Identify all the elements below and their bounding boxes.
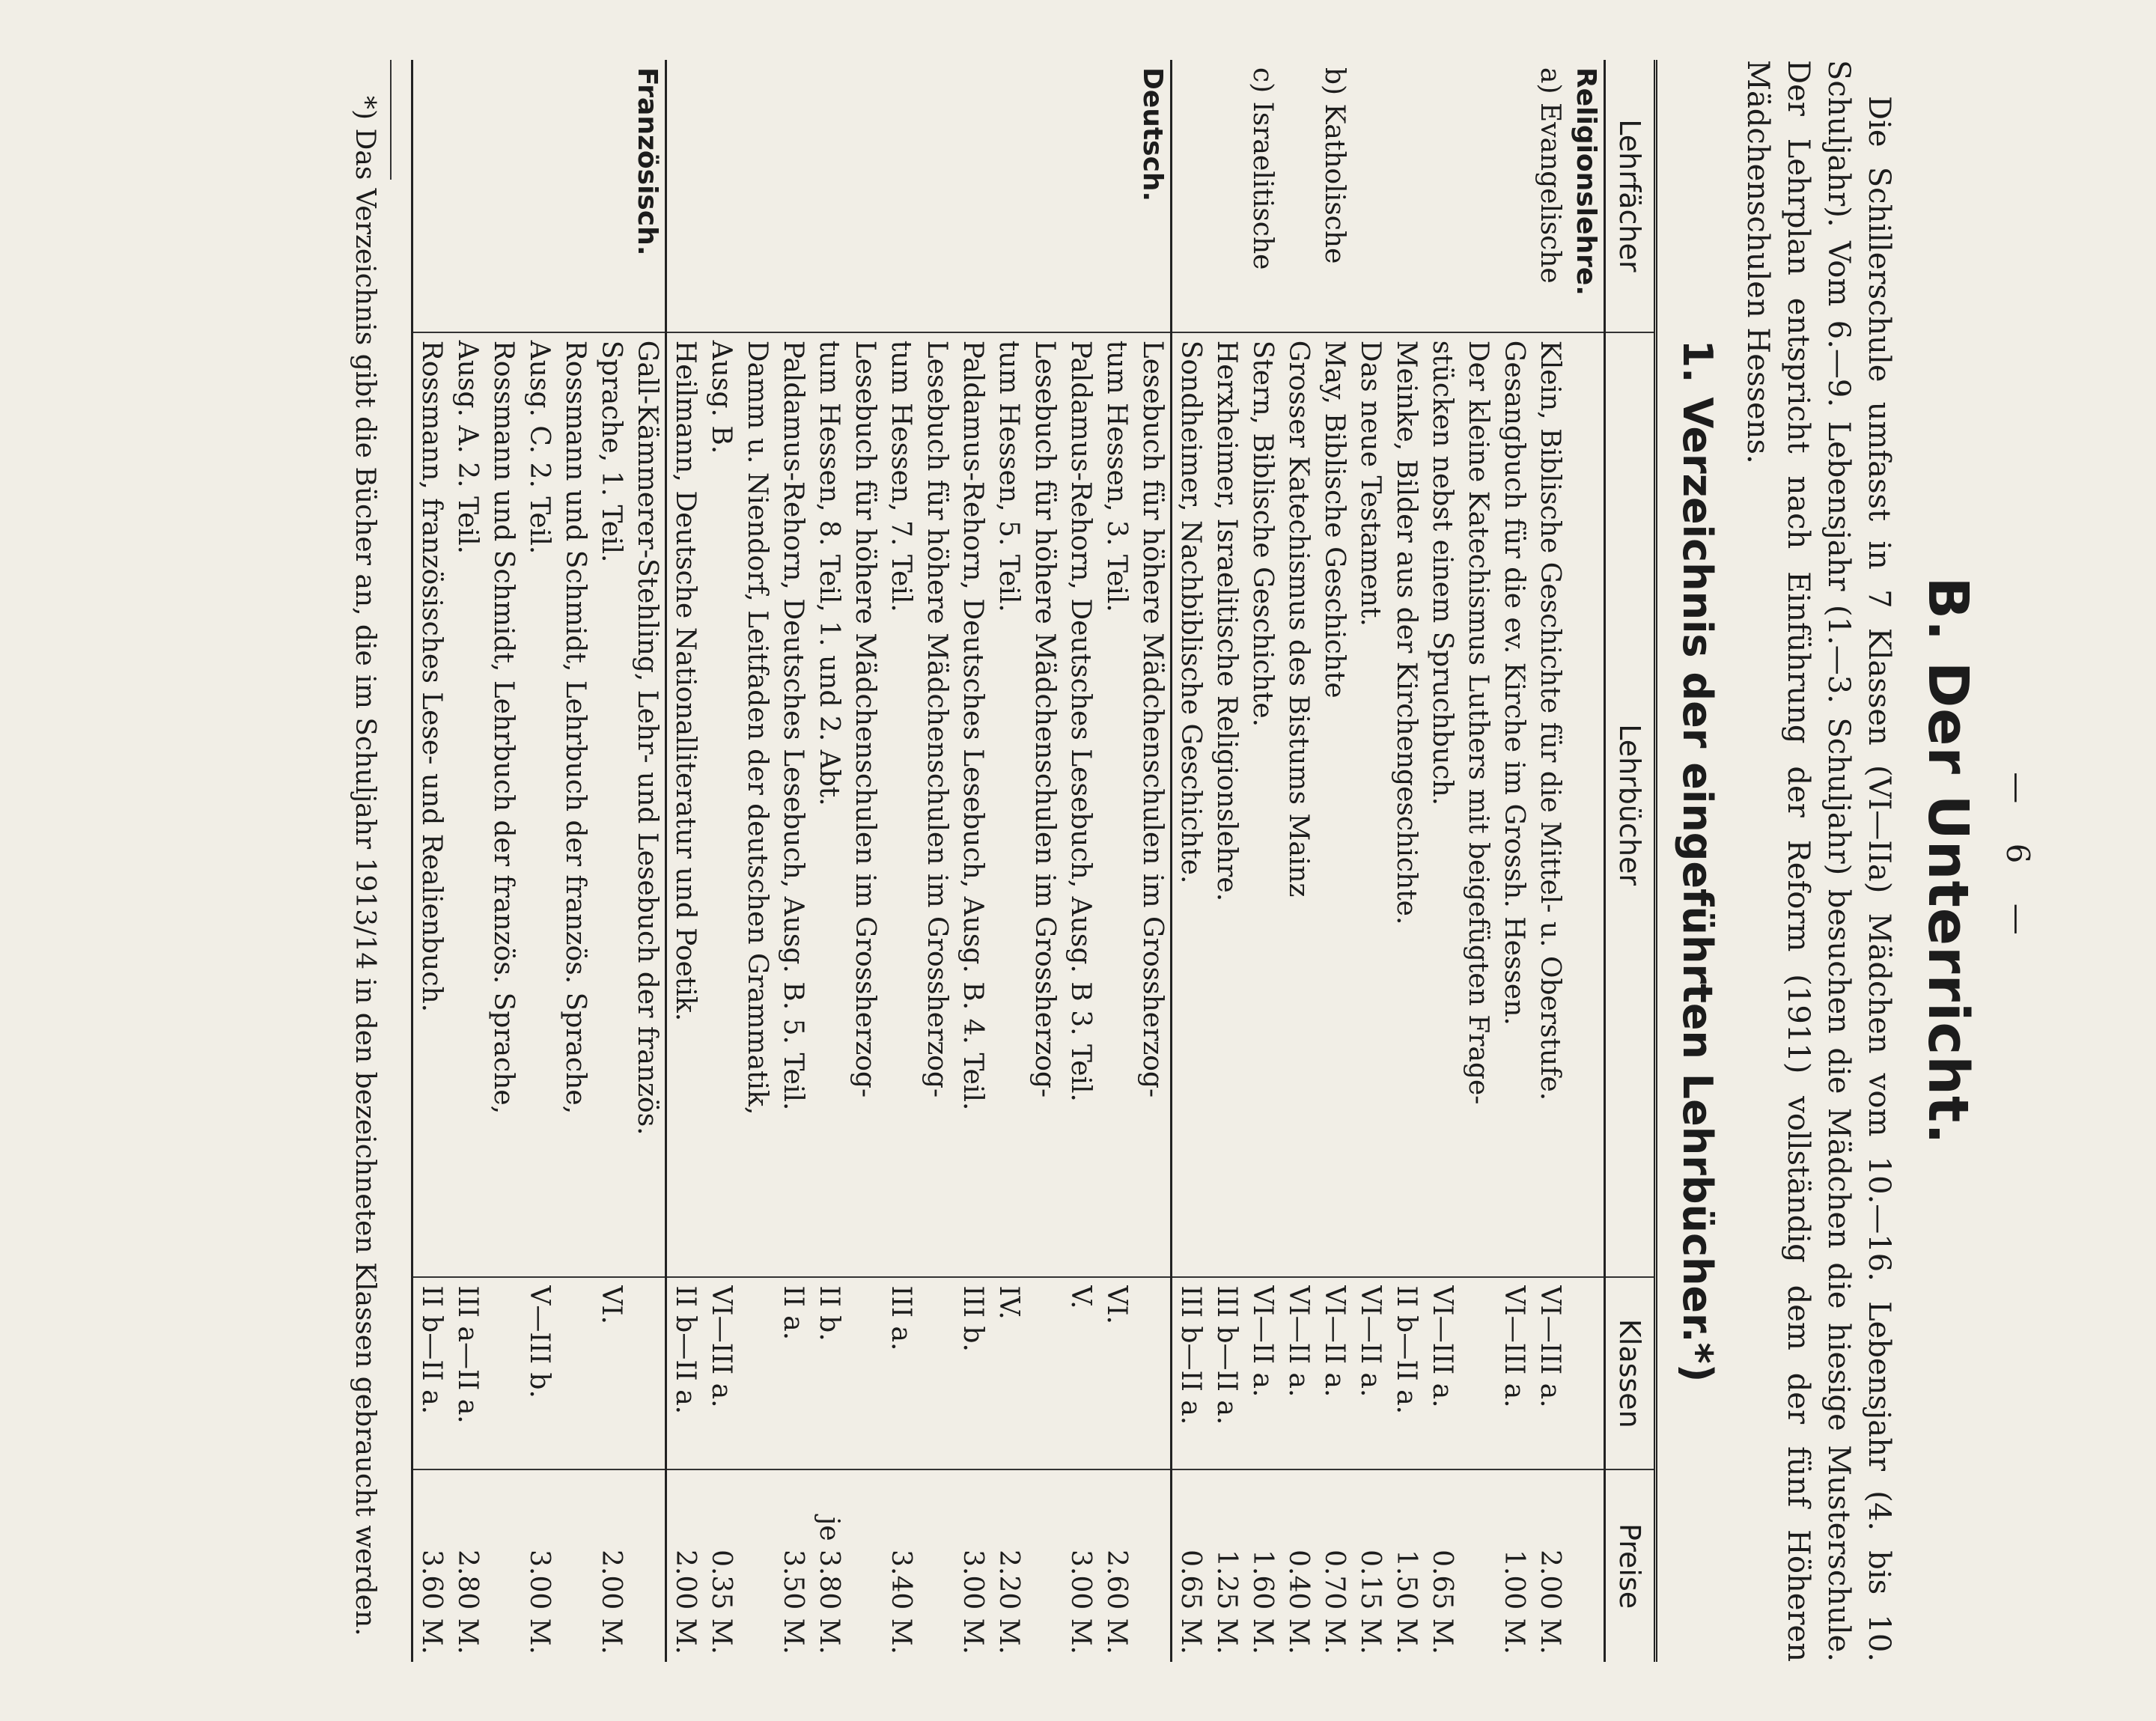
table-row — [811, 60, 847, 1662]
cell-preis: 0.65 M. — [1172, 1469, 1209, 1662]
cell-klassen — [557, 1277, 593, 1469]
cell-preis: 1.00 M. — [1496, 1469, 1532, 1662]
cell-klassen: II b—II a. — [1388, 1277, 1424, 1469]
table-row — [1208, 60, 1244, 1662]
cell-klassen: VI—II a. — [1352, 1277, 1388, 1469]
cell-lehrfach — [449, 60, 485, 332]
cell-klassen — [739, 1277, 775, 1469]
cell-klassen: V—III b. — [521, 1277, 557, 1469]
table-row — [847, 60, 883, 1662]
table-row — [883, 60, 919, 1662]
cell-preis — [629, 1469, 666, 1662]
cell-lehrbuch: Stern, Biblische Geschichte. — [1244, 332, 1280, 1278]
cell-lehrfach — [1460, 60, 1496, 332]
column-header-preise: Preise — [1605, 1469, 1656, 1662]
cell-klassen: VI—II a. — [1316, 1277, 1352, 1469]
cell-klassen: VI—III a. — [1532, 1277, 1568, 1469]
section-heading: 1. Verzeichnis der eingeführten Lehrbücher.*) — [1674, 339, 1721, 1383]
cell-preis: 3.00 M. — [954, 1469, 990, 1662]
cell-preis — [919, 1469, 954, 1662]
table-row — [629, 60, 666, 1662]
column-header-klassen: Klassen — [1605, 1277, 1656, 1469]
cell-preis — [739, 1469, 775, 1662]
cell-preis: 2.80 M. — [449, 1469, 485, 1662]
cell-preis: 3.50 M. — [775, 1469, 811, 1662]
cell-lehrfach — [847, 60, 883, 332]
cell-lehrfach — [557, 60, 593, 332]
cell-lehrbuch: Ausg. A. 2. Teil. — [449, 332, 485, 1278]
table-row — [1062, 60, 1098, 1662]
document-page — [150, 60, 2036, 1662]
cell-lehrbuch: Sondheimer, Nachbiblische Geschichte. — [1172, 332, 1209, 1278]
cell-preis: 0.15 M. — [1352, 1469, 1388, 1662]
column-header-lehrbuecher: Lehrbücher — [1605, 332, 1656, 1278]
table-row — [1280, 60, 1316, 1662]
cell-klassen: VI—III a. — [703, 1277, 739, 1469]
cell-lehrfach — [521, 60, 557, 332]
cell-klassen — [629, 1277, 666, 1469]
cell-lehrfach — [775, 60, 811, 332]
table-row — [1424, 60, 1460, 1662]
cell-preis: 0.65 M. — [1424, 1469, 1460, 1662]
cell-lehrfach — [1172, 60, 1209, 332]
cell-lehrfach: Deutsch. — [1134, 60, 1172, 332]
cell-lehrfach — [739, 60, 775, 332]
table-row — [1134, 60, 1172, 1662]
cell-klassen: II a. — [775, 1277, 811, 1469]
cell-lehrbuch: Herxheimer, Israelitische Religionslehre. — [1208, 332, 1244, 1278]
table-row — [703, 60, 739, 1662]
cell-lehrbuch: Gesangbuch für die ev. Kirche im Grossh. Hessen. — [1496, 332, 1532, 1278]
cell-klassen: VI. — [593, 1277, 629, 1469]
main-heading: B. Der Unterricht. — [1916, 576, 1980, 1145]
cell-preis — [1568, 1469, 1605, 1662]
table-header-row — [1605, 60, 1656, 1662]
table-row — [412, 60, 450, 1662]
cell-klassen — [1460, 1277, 1496, 1469]
table-row — [521, 60, 557, 1662]
cell-lehrfach — [485, 60, 521, 332]
table-row — [739, 60, 775, 1662]
cell-lehrbuch: tum Hessen, 7. Teil. — [883, 332, 919, 1278]
table-row — [485, 60, 521, 1662]
cell-lehrfach — [1208, 60, 1244, 332]
cell-preis: 3.00 M. — [521, 1469, 557, 1662]
cell-lehrbuch: tum Hessen, 5. Teil. — [990, 332, 1026, 1278]
cell-preis — [847, 1469, 883, 1662]
cell-lehrfach — [1388, 60, 1424, 332]
cell-lehrbuch: Heilmann, Deutsche Nationalliteratur und Poetik. — [666, 332, 704, 1278]
table-row — [1460, 60, 1496, 1662]
cell-preis: 1.25 M. — [1208, 1469, 1244, 1662]
table-row — [1026, 60, 1062, 1662]
cell-lehrbuch: Ausg. C. 2. Teil. — [521, 332, 557, 1278]
cell-klassen: II b—II a. — [666, 1277, 704, 1469]
cell-lehrbuch: May, Biblische Geschichte — [1316, 332, 1352, 1278]
cell-klassen — [485, 1277, 521, 1469]
footnote: *) Das Verzeichnis gibt die Bücher an, die im Schuljahr 1913/14 in den bezeichneten Klassen gebraucht werden. — [350, 96, 380, 1636]
table-row — [1316, 60, 1352, 1662]
textbook-table — [411, 60, 1657, 1662]
cell-klassen: III b—II a. — [1172, 1277, 1209, 1469]
cell-lehrfach — [1098, 60, 1134, 332]
cell-lehrfach: Religionslehre. — [1571, 67, 1601, 296]
cell-lehrbuch: Das neue Testament. — [1352, 332, 1388, 1278]
cell-lehrbuch: Grosser Katechismus des Bistums Mainz — [1280, 332, 1316, 1278]
cell-lehrfach: a) Evangelische — [1535, 67, 1565, 284]
cell-klassen: IV. — [990, 1277, 1026, 1469]
cell-preis: 2.00 M. — [666, 1469, 704, 1662]
cell-lehrfach — [412, 60, 450, 332]
cell-preis: 2.60 M. — [1098, 1469, 1134, 1662]
cell-klassen: VI—II a. — [1244, 1277, 1280, 1469]
table-row — [449, 60, 485, 1662]
cell-lehrfach — [1026, 60, 1062, 332]
cell-preis — [485, 1469, 521, 1662]
cell-preis — [1026, 1469, 1062, 1662]
cell-klassen — [919, 1277, 954, 1469]
cell-preis — [1134, 1469, 1172, 1662]
cell-klassen: VI—III a. — [1496, 1277, 1532, 1469]
cell-preis: 0.35 M. — [703, 1469, 739, 1662]
footnote-divider — [390, 60, 392, 180]
cell-lehrfach: Französisch. — [629, 60, 666, 332]
cell-preis: 3.60 M. — [412, 1469, 450, 1662]
cell-lehrbuch: Lesebuch für höhere Mädchenschulen im Grossherzog- — [1134, 332, 1172, 1278]
table-row — [775, 60, 811, 1662]
cell-lehrbuch: stücken nebst einem Spruchbuch. — [1424, 332, 1460, 1278]
cell-klassen: II b. — [811, 1277, 847, 1469]
cell-lehrfach — [990, 60, 1026, 332]
cell-klassen: III a. — [883, 1277, 919, 1469]
cell-lehrfach — [919, 60, 954, 332]
table-row — [990, 60, 1026, 1662]
cell-lehrbuch: Lesebuch für höhere Mädchenschulen im Grossherzog- — [1026, 332, 1062, 1278]
table-row — [1352, 60, 1388, 1662]
cell-klassen — [1134, 1277, 1172, 1469]
cell-lehrbuch: Rossmann und Schmidt, Lehrbuch der französ. Sprache, — [557, 332, 593, 1278]
table-header — [1605, 60, 1656, 1662]
cell-preis: 1.50 M. — [1388, 1469, 1424, 1662]
cell-lehrbuch: Damm u. Niendorf, Leitfaden der deutschen Grammatik, — [739, 332, 775, 1278]
cell-lehrfach — [1352, 60, 1388, 332]
table-row — [1532, 60, 1568, 1662]
cell-klassen: II b—II a. — [412, 1277, 450, 1469]
cell-lehrbuch: Meinke, Bilder aus der Kirchengeschichte. — [1388, 332, 1424, 1278]
cell-preis: 0.40 M. — [1280, 1469, 1316, 1662]
table-row — [1568, 60, 1605, 1662]
cell-lehrbuch: Rossmann, französisches Lese- und Realienbuch. — [412, 332, 450, 1278]
table-row — [1496, 60, 1532, 1662]
cell-lehrfach: c) Israelitische — [1247, 67, 1278, 270]
cell-lehrfach — [811, 60, 847, 332]
cell-preis — [557, 1469, 593, 1662]
cell-preis: 3.40 M. — [883, 1469, 919, 1662]
table-row — [1098, 60, 1134, 1662]
cell-klassen: III b. — [954, 1277, 990, 1469]
cell-lehrbuch: Ausg. B. — [703, 332, 739, 1278]
cell-preis: 2.00 M. — [1532, 1469, 1568, 1662]
cell-lehrfach — [593, 60, 629, 332]
table-row — [593, 60, 629, 1662]
cell-klassen — [1026, 1277, 1062, 1469]
cell-lehrfach — [1424, 60, 1460, 332]
table-row — [1388, 60, 1424, 1662]
cell-klassen — [1568, 1277, 1605, 1469]
table-row — [557, 60, 593, 1662]
cell-lehrfach — [703, 60, 739, 332]
cell-lehrbuch: Paldamus-Rehorn, Deutsches Lesebuch, Ausg. B. 4. Teil. — [954, 332, 990, 1278]
table-body — [412, 60, 1605, 1662]
table-row — [954, 60, 990, 1662]
cell-lehrbuch: Gall-Kämmerer-Stehling, Lehr- und Lesebuch der französ. — [629, 332, 666, 1278]
cell-klassen: V. — [1062, 1277, 1098, 1469]
cell-klassen — [847, 1277, 883, 1469]
cell-lehrbuch: Sprache, 1. Teil. — [593, 332, 629, 1278]
cell-lehrbuch: Paldamus-Rehorn, Deutsches Lesebuch, Ausg. B 3. Teil. — [1062, 332, 1098, 1278]
cell-preis: je 3.80 M. — [811, 1469, 847, 1662]
cell-preis — [1460, 1469, 1496, 1662]
cell-klassen: VI—II a. — [1280, 1277, 1316, 1469]
cell-klassen: III a—II a. — [449, 1277, 485, 1469]
cell-preis: 1.60 M. — [1244, 1469, 1280, 1662]
cell-lehrfach — [883, 60, 919, 332]
cell-lehrfach — [1280, 60, 1316, 332]
cell-preis: 2.00 M. — [593, 1469, 629, 1662]
cell-preis: 0.70 M. — [1316, 1469, 1352, 1662]
cell-lehrbuch: Klein, Biblische Geschichte für die Mittel- u. Oberstufe. — [1532, 332, 1568, 1278]
cell-klassen: VI—III a. — [1424, 1277, 1460, 1469]
column-header-lehrfaecher: Lehrfächer — [1605, 60, 1656, 332]
cell-lehrbuch: tum Hessen, 3. Teil. — [1098, 332, 1134, 1278]
table-row — [919, 60, 954, 1662]
cell-preis: 3.00 M. — [1062, 1469, 1098, 1662]
cell-lehrfach — [666, 60, 704, 332]
table-row — [1172, 60, 1209, 1662]
cell-lehrbuch: Paldamus-Rehorn, Deutsches Lesebuch, Ausg. B. 5. Teil. — [775, 332, 811, 1278]
cell-preis: 2.20 M. — [990, 1469, 1026, 1662]
cell-lehrfach — [1496, 60, 1532, 332]
cell-lehrbuch: Der kleine Katechismus Luthers mit beigefügten Frage- — [1460, 332, 1496, 1278]
cell-lehrbuch: Lesebuch für höhere Mädchenschulen im Grossherzog- — [919, 332, 954, 1278]
cell-lehrbuch: tum Hessen, 8. Teil, 1. und 2. Abt. — [811, 332, 847, 1278]
cell-lehrbuch: Lesebuch für höhere Mädchenschulen im Grossherzog- — [847, 332, 883, 1278]
table-row — [1244, 60, 1280, 1662]
table-row — [666, 60, 704, 1662]
cell-lehrbuch — [1568, 332, 1605, 1278]
cell-lehrfach: b) Katholische — [1319, 67, 1350, 264]
cell-klassen: III b—II a. — [1208, 1277, 1244, 1469]
page-number: — 6 — — [2000, 772, 2036, 950]
cell-lehrbuch: Rossmann und Schmidt, Lehrbuch der französ. Sprache, — [485, 332, 521, 1278]
cell-lehrfach — [1062, 60, 1098, 332]
intro-paragraph: Die Schillerschule umfasst in 7 Klassen (VI—IIa) Mädchen vom 10.—16. Lebensjahr (4. bis 10. Schuljahr). Vom 6.—9. Lebensjahr (1.—3. Schuljahr) besuchen die Mädchen die hiesige Musterschule. Der Lehrplan entspricht nach Einführung der Reform (1911) vollständig dem der fünf Höheren Mädchenschulen Hessens. — [1741, 60, 1896, 1662]
cell-lehrfach — [954, 60, 990, 332]
cell-klassen: VI. — [1098, 1277, 1134, 1469]
